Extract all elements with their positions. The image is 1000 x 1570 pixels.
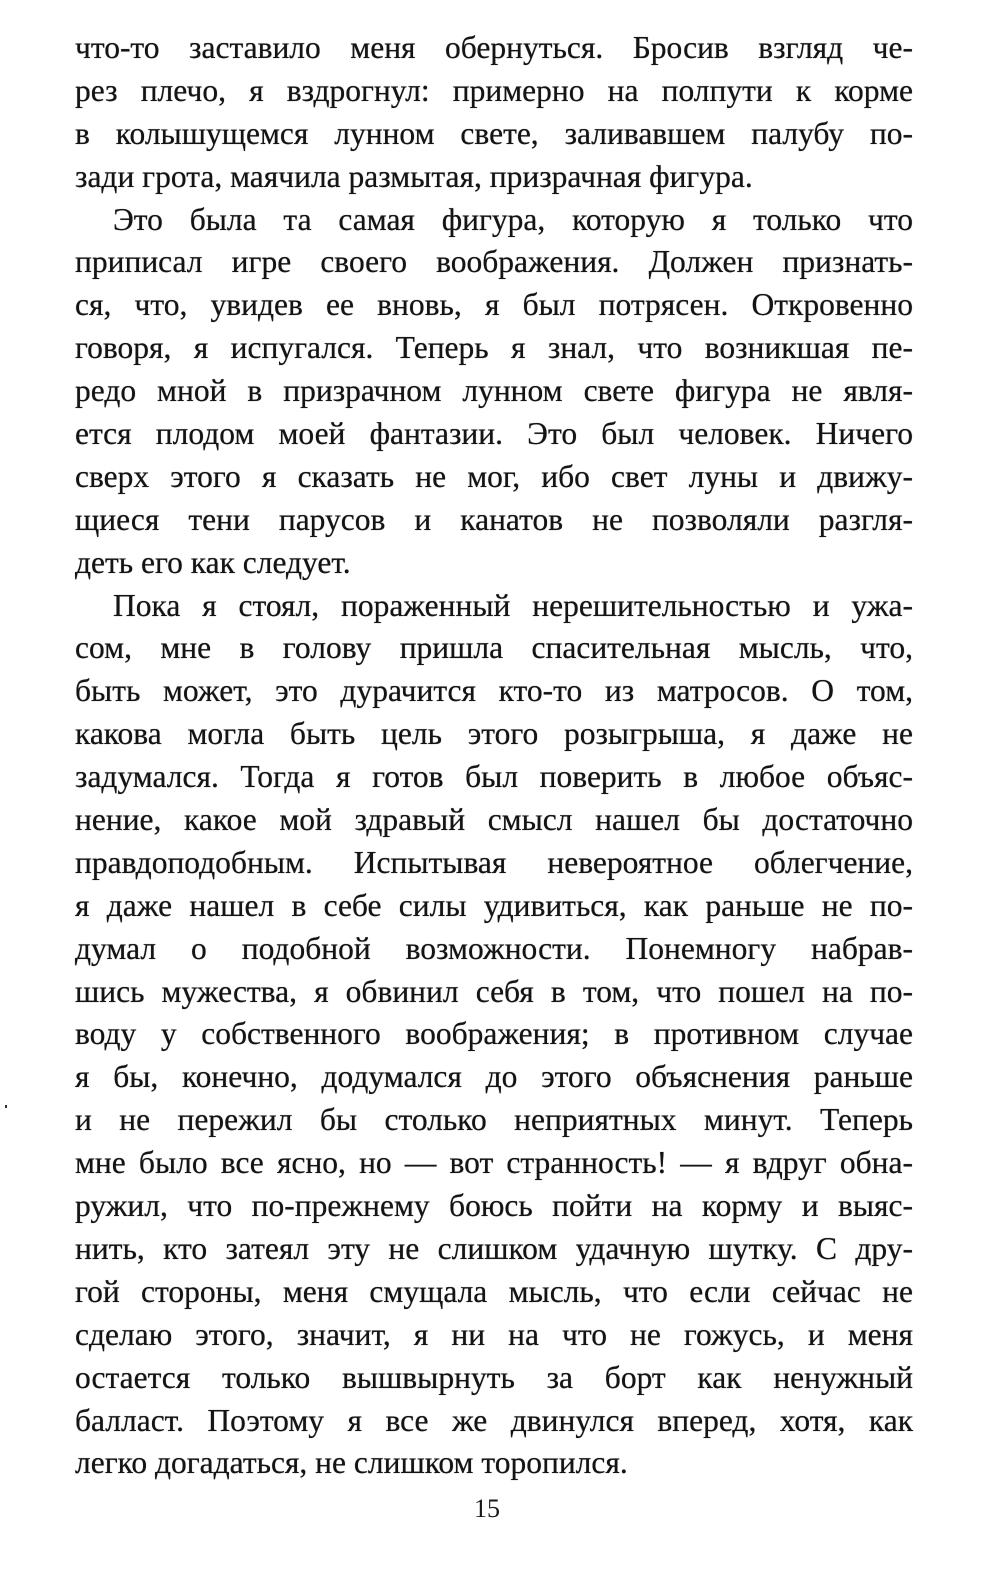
text-line: сом, мне в голову пришла спасительная мысль, что, [75, 630, 913, 666]
text-line: воду у собственного воображения; в противном случае [75, 1016, 913, 1052]
text-line: в колышущемся лунном свете, заливавшем палубу по- [75, 115, 913, 151]
text-line: нение, какое мой здравый смысл нашел бы достаточно [75, 802, 913, 838]
paragraph [75, 199, 913, 585]
text-line: деть его как следует. [75, 544, 351, 580]
text-line: задумался. Тогда я готов был поверить в любое объяс- [75, 759, 913, 795]
text-line: гой стороны, меня смущала мысль, что если сейчас не [75, 1273, 913, 1309]
text-line: легко догадаться, не слишком торопился. [75, 1445, 628, 1481]
text-line: балласт. Поэтому я все же двинулся вперед, хотя, как [75, 1402, 913, 1438]
text-line: быть может, это дурачится кто-то из матросов. О том, [75, 673, 913, 709]
text-line: сделаю этого, значит, я ни на что не гожусь, и меня [75, 1316, 913, 1352]
text-line: остается только вышвырнуть за борт как ненужный [75, 1359, 913, 1395]
paragraph [75, 27, 913, 199]
page-body-text [75, 27, 913, 1485]
text-line: шись мужества, я обвинил себя в том, что пошел на по- [75, 973, 913, 1009]
text-line: я даже нашел в себе силы удивиться, как раньше не по- [75, 887, 913, 923]
text-line: говоря, я испугался. Теперь я знал, что возникшая пе- [75, 330, 913, 366]
text-line: думал о подобной возможности. Понемногу набрав- [75, 930, 913, 966]
text-line: ется плодом моей фантазии. Это был человек. Ничего [75, 416, 913, 452]
scan-speck [5, 1105, 7, 1108]
text-line: рез плечо, я вздрогнул: примерно на полпути к корме [75, 72, 913, 108]
text-line: нить, кто затеял эту не слишком удачную шутку. С дру- [75, 1230, 913, 1266]
paragraph [75, 585, 913, 1486]
text-line: мне было все ясно, но — вот странность! — я вдруг обна- [75, 1145, 913, 1181]
text-line: Пока я стоял, пораженный нерешительностью и ужа- [113, 587, 913, 623]
text-line: правдоподобным. Испытывая невероятное облегчение, [75, 844, 913, 880]
text-line: сверх этого я сказать не мог, ибо свет луны и движу- [75, 458, 913, 494]
text-line: редо мной в призрачном лунном свете фигура не явля- [75, 373, 913, 409]
text-line: что-то заставило меня обернуться. Бросив взгляд че- [75, 30, 913, 65]
page-number: 15 [474, 1494, 500, 1523]
text-line: щиеся тени парусов и канатов не позволяли разгля- [75, 501, 913, 537]
text-line: приписал игре своего воображения. Должен признать- [75, 244, 913, 280]
text-line: какова могла быть цель этого розыгрыша, я даже не [75, 716, 913, 752]
text-line: я бы, конечно, додумался до этого объяснения раньше [75, 1059, 913, 1095]
text-line: и не пережил бы столько неприятных минут. Теперь [75, 1102, 913, 1138]
text-line: Это была та самая фигура, которую я только что [113, 201, 913, 237]
text-line: зади грота, маячила размытая, призрачная фигура. [75, 158, 753, 194]
text-line: ружил, что по-прежнему боюсь пойти на корму и выяс- [75, 1188, 913, 1224]
text-line: ся, что, увидев ее вновь, я был потрясен. Откровенно [75, 287, 913, 323]
